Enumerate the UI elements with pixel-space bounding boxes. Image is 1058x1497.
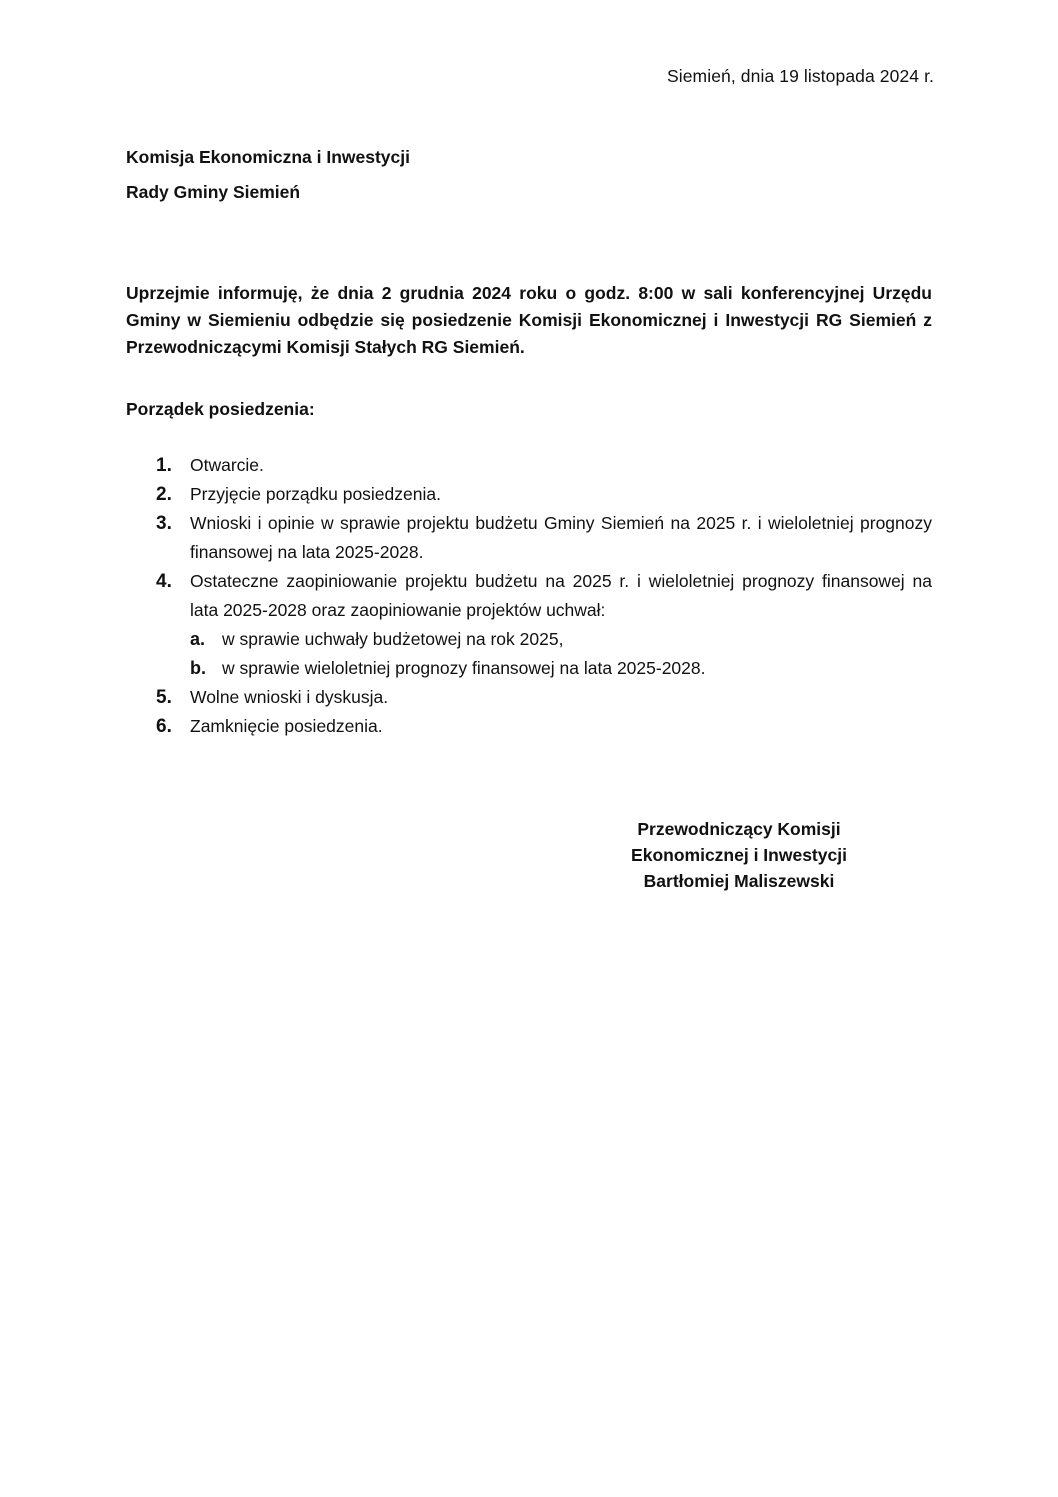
date-line: Siemień, dnia 19 listopada 2024 r. xyxy=(666,66,934,86)
agenda-item-number: 2. xyxy=(156,484,172,505)
agenda-item-3 xyxy=(156,509,932,567)
agenda-title: Porządek posiedzenia: xyxy=(126,399,315,419)
agenda-subitem-text: w sprawie uchwały budżetowej na rok 2025, xyxy=(222,629,564,649)
agenda-item-4 xyxy=(156,567,932,625)
agenda-subitems xyxy=(156,625,932,683)
agenda-item-number: 6. xyxy=(156,716,172,737)
agenda-item-2 xyxy=(156,480,932,509)
agenda-subitem-letter: b. xyxy=(190,658,206,678)
agenda-item-6 xyxy=(156,712,932,741)
agenda-item-number: 4. xyxy=(156,571,172,592)
agenda-item-text: Zamknięcie posiedzenia. xyxy=(190,716,383,736)
agenda-item-1 xyxy=(156,451,932,480)
agenda-subitem-letter: a. xyxy=(190,629,206,649)
agenda-item-text: Wnioski i opinie w sprawie projektu budżetu Gminy Siemień na 2025 r. i wieloletniej prognozy finansowej na lata 2025-2028. xyxy=(190,513,932,562)
agenda-item-text: Otwarcie. xyxy=(190,455,264,475)
agenda-item-number: 5. xyxy=(156,687,172,708)
signature-block xyxy=(594,816,884,894)
signature-person-name: Bartłomiej Maliszewski xyxy=(643,871,835,891)
agenda-item-number: 1. xyxy=(156,455,172,476)
agenda-subitem-a xyxy=(190,625,932,654)
signature-committee: Ekonomicznej i Inwestycji xyxy=(631,845,847,865)
agenda-item-5 xyxy=(156,683,932,712)
agenda-item-text: Ostateczne zaopiniowanie projektu budżetu na 2025 r. i wieloletniej prognozy finansowej na lata 2025-2028 oraz zaopiniowanie projektów uchwał: xyxy=(190,571,932,620)
agenda-item-number: 3. xyxy=(156,513,172,534)
intro-paragraph: Uprzejmie informuję, że dnia 2 grudnia 2024 roku o godz. 8:00 w sali konferencyjnej Urzędu Gminy w Siemieniu odbędzie się posiedzenie Komisji Ekonomicznej i Inwestycji RG Siemień z Przewodniczącymi Komisji Stałych RG Siemień. xyxy=(126,283,932,357)
agenda-item-text: Wolne wnioski i dyskusja. xyxy=(190,687,389,707)
signature-title: Przewodniczący Komisji xyxy=(637,819,841,839)
agenda-item-text: Przyjęcie porządku posiedzenia. xyxy=(190,484,441,504)
agenda-list xyxy=(156,451,932,741)
addressee-block xyxy=(126,140,410,210)
addressee-line-council: Rady Gminy Siemień xyxy=(126,182,301,202)
agenda-subitem-text: w sprawie wieloletniej prognozy finansowej na lata 2025-2028. xyxy=(222,658,706,678)
agenda-sublist xyxy=(156,625,932,683)
agenda-subitem-b xyxy=(190,654,932,683)
addressee-line-committee: Komisja Ekonomiczna i Inwestycji xyxy=(126,147,410,167)
